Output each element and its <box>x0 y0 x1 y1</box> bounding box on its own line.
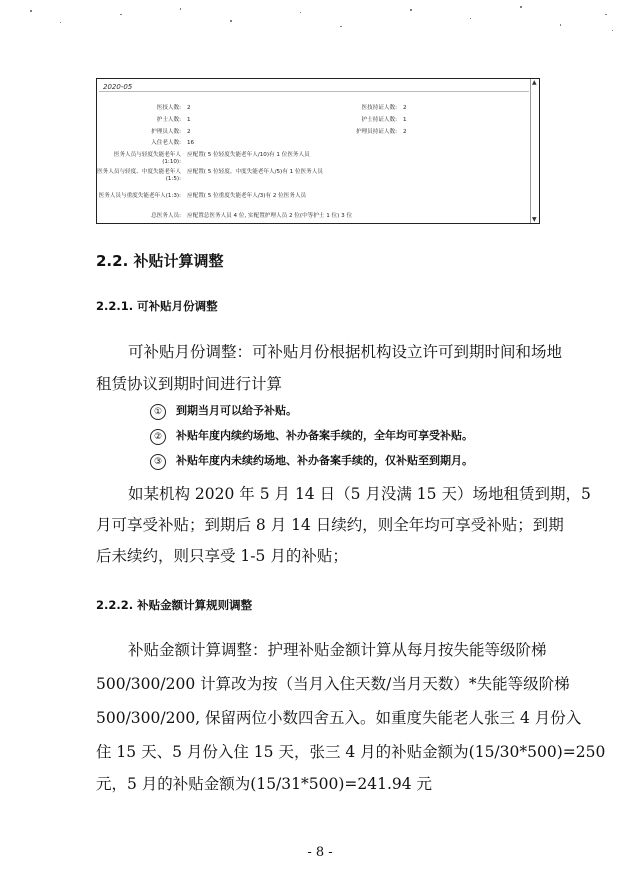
circled-number: ③ <box>150 454 166 470</box>
scroll-up-icon[interactable]: ▲ <box>532 79 537 86</box>
embedded-screenshot: 2020-05 ▲ ▼ 医技人数: 2 医技持证人数: 2 护士人数: 1 护士持证人数: 1 护理员人数: 2 护理员持证人数: 2 入住老人数: 16 医务人员与轻度失能老年人(1:10): 应配置( 5 位轻度失能老年人/10)有 1 位医务人员 医务人员与轻度、中度失能老年人(1:5): 应配置( 5 位轻度、中度失能老年人/5)有 1 位医务人员 医务人员与重度失能老年人(1:3): 应配置( 5 位重度失能老年人/3)有 2 位医务人员 总医务人员: 应配置总医务人员 4 位, 实配置护理人员 2 位(中等护士 1 位) 3 位 <box>96 78 540 224</box>
divider <box>99 91 529 92</box>
subsection-heading-1: 2.2.1. 可补贴月份调整 <box>96 299 218 313</box>
list-item-1: ① 到期当月可以给予补贴。 <box>150 402 297 420</box>
list-item-3: ③ 补贴年度内未续约场地、补办备案手续的，仅补贴至到期月。 <box>150 452 473 470</box>
paragraph-1-line-1: 可补贴月份调整：可补贴月份根据机构设立许可到期时间和场地 <box>128 343 563 361</box>
screenshot-date: 2020-05 <box>103 83 133 91</box>
paragraph-2-line-3: 后未续约，则只享受 1-5 月的补贴； <box>96 547 348 565</box>
paragraph-2-line-2: 月可享受补贴；到期后 8 月 14 日续约，则全年均可享受补贴；到期 <box>96 516 564 534</box>
paragraph-3-line-2: 500/300/200 计算改为按（当月入住天数/当月天数）*失能等级阶梯 <box>96 675 570 693</box>
paragraph-3-line-1: 补贴金额计算调整：护理补贴金额计算从每月按失能等级阶梯 <box>128 641 547 659</box>
scroll-down-icon[interactable]: ▼ <box>532 216 537 223</box>
list-item-2: ② 补贴年度内续约场地、补办备案手续的，全年均可享受补贴。 <box>150 427 473 445</box>
paragraph-3-line-5: 元，5 月的补贴金额为(15/31*500)=241.94 元 <box>96 775 433 793</box>
circled-number: ② <box>150 429 166 445</box>
paragraph-1-line-2: 租赁协议到期时间进行计算 <box>96 375 283 393</box>
paragraph-3-line-4: 住 15 天、5 月份入住 15 天，张三 4 月的补贴金额为(15/30*500)=250 <box>96 743 606 761</box>
circled-number: ① <box>150 404 166 420</box>
scrollbar[interactable] <box>530 79 539 223</box>
section-heading: 2.2. 补贴计算调整 <box>96 252 224 270</box>
paragraph-2-line-1: 如某机构 2020 年 5 月 14 日（5 月没满 15 天）场地租赁到期，5 <box>128 485 591 503</box>
paragraph-3-line-3: 500/300/200, 保留两位小数四舍五入。如重度失能老人张三 4 月份入 <box>96 709 582 727</box>
page-number: - 8 - <box>307 845 333 860</box>
subsection-heading-2: 2.2.2. 补贴金额计算规则调整 <box>96 598 253 612</box>
